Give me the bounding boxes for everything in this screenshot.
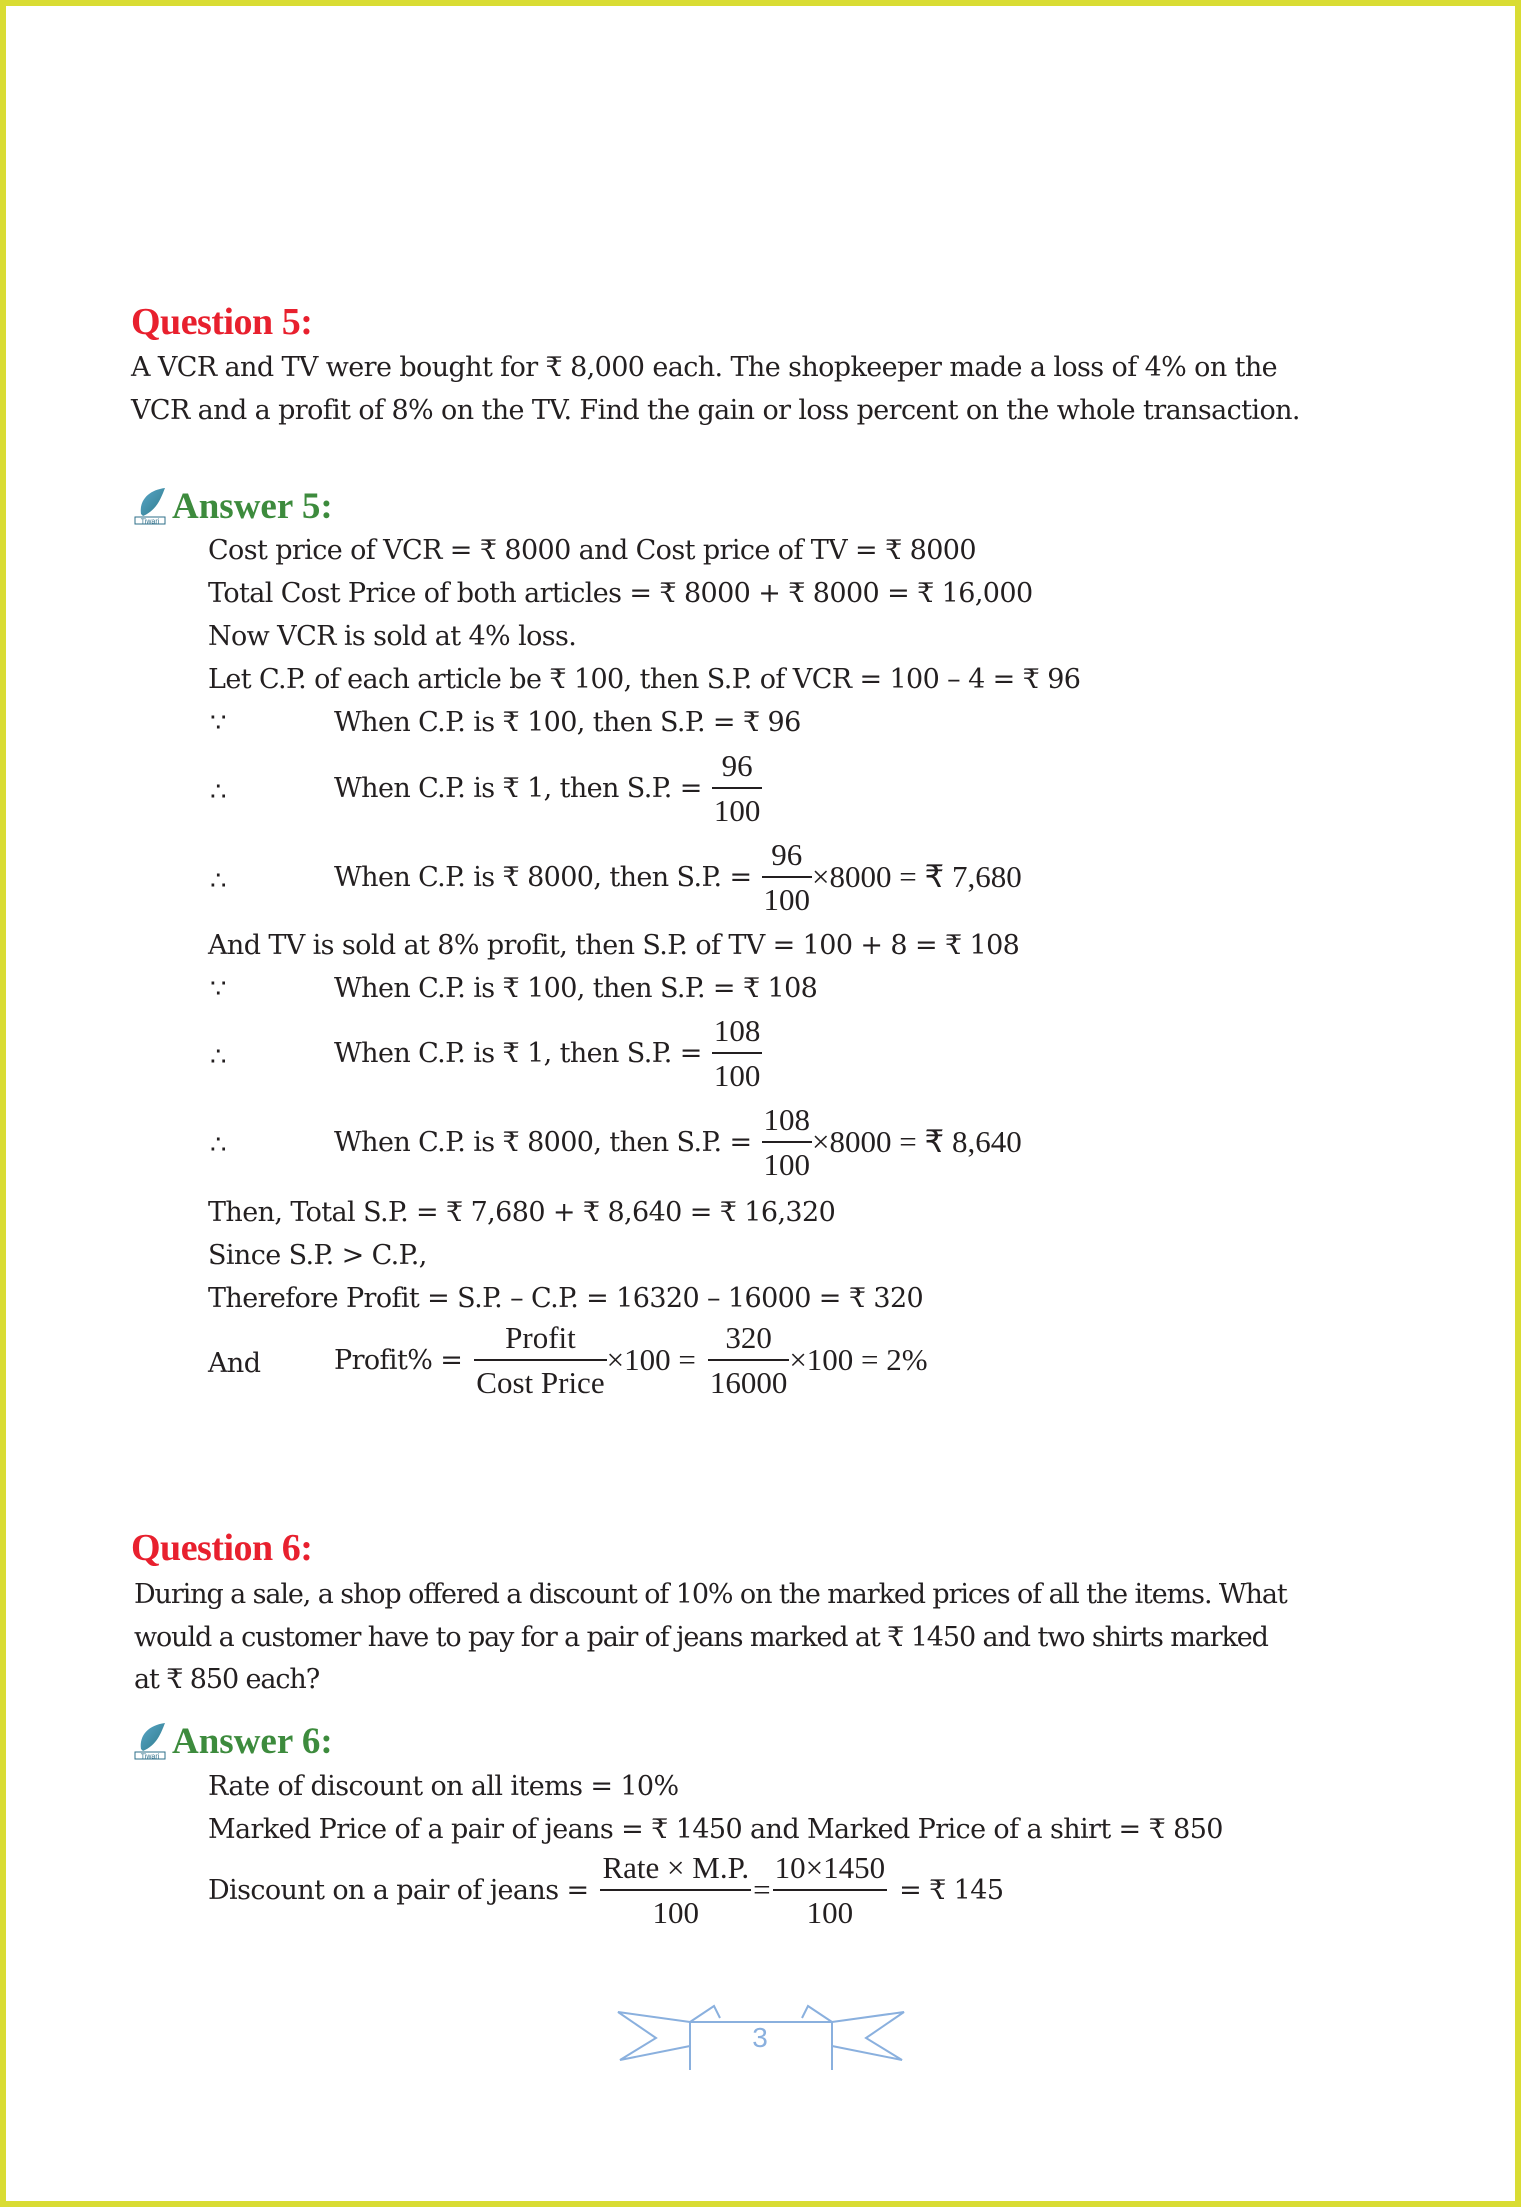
- fraction-denominator: 16000: [709, 1365, 788, 1400]
- vcr-step-3-text: When C.P. is ₹ 8000, then S.P. =: [334, 861, 752, 893]
- profit-percent-formula: [334, 1322, 928, 1398]
- fraction: [773, 1852, 887, 1928]
- question-5-text-line-2: VCR and a profit of 8% on the TV. Find the gain or loss percent on the whole transaction.: [131, 395, 1300, 426]
- answer-6-heading: Answer 6:: [172, 1721, 333, 1762]
- fraction-numerator: 108: [762, 1104, 813, 1143]
- fraction: [762, 1104, 813, 1180]
- fraction-numerator: Rate × M.P.: [600, 1852, 751, 1891]
- therefore-symbol: ∴: [210, 866, 227, 896]
- question-6-heading: Question 6:: [131, 1527, 313, 1569]
- answer-5-line-2: Total Cost Price of both articles = ₹ 8000 + ₹ 8000 = ₹ 16,000: [208, 578, 1033, 609]
- page-number: 3: [752, 2022, 768, 2053]
- fraction-numerator: 96: [712, 750, 763, 789]
- fraction-denominator: 100: [652, 1895, 700, 1930]
- tiwari-leaf-logo-icon: [133, 1721, 167, 1761]
- fraction-numerator: 96: [762, 839, 813, 878]
- fraction: [600, 1852, 751, 1928]
- because-symbol: ∵: [210, 974, 227, 1004]
- fraction-numerator: 10×1450: [773, 1852, 887, 1891]
- tv-step-2-text: When C.P. is ₹ 1, then S.P. =: [334, 1037, 702, 1069]
- profit-percent-result: ×100 = 2%: [789, 1342, 928, 1377]
- question-6-text-line-2: would a customer have to pay for a pair of jeans marked at ₹ 1450 and two shirts marked: [134, 1622, 1268, 1653]
- answer-5-line-6: Then, Total S.P. = ₹ 7,680 + ₹ 8,640 = ₹ 16,320: [208, 1197, 836, 1228]
- fraction-numerator: Profit: [474, 1322, 606, 1361]
- vcr-step-3: [334, 839, 1022, 915]
- fraction-denominator: 100: [713, 1058, 761, 1093]
- because-symbol: ∵: [210, 708, 227, 738]
- fraction: [712, 750, 763, 826]
- fraction: [474, 1322, 606, 1398]
- answer-5-line-8: Therefore Profit = S.P. – C.P. = 16320 – 16000 = ₹ 320: [208, 1283, 924, 1314]
- therefore-symbol: ∴: [210, 1130, 227, 1160]
- question-6-text-line-1: During a sale, a shop offered a discount of 10% on the marked prices of all the items. What: [134, 1579, 1287, 1610]
- answer-5-line-7: Since S.P. > C.P.,: [208, 1240, 427, 1271]
- tv-step-1: When C.P. is ₹ 100, then S.P. = ₹ 108: [334, 973, 818, 1004]
- question-5-text-line-1: A VCR and TV were bought for ₹ 8,000 each. The shopkeeper made a loss of 4% on the: [131, 352, 1278, 383]
- vcr-step-1: When C.P. is ₹ 100, then S.P. = ₹ 96: [334, 707, 801, 738]
- question-6-text-line-3: at ₹ 850 each?: [134, 1664, 320, 1695]
- tv-step-3-result: ×8000 = ₹ 8,640: [812, 1124, 1022, 1159]
- vcr-step-2: [334, 750, 762, 826]
- answer-6-line-2: Marked Price of a pair of jeans = ₹ 1450 and Marked Price of a shirt = ₹ 850: [208, 1814, 1223, 1845]
- fraction-denominator: 100: [763, 1147, 811, 1182]
- answer-5-line-3: Now VCR is sold at 4% loss.: [208, 621, 577, 652]
- multiply-100: ×100 =: [606, 1342, 696, 1377]
- tv-step-2: [334, 1015, 762, 1091]
- profit-percent-label: Profit% =: [334, 1344, 463, 1376]
- discount-jeans-formula: [208, 1852, 1003, 1928]
- fraction-denominator: 100: [806, 1895, 854, 1930]
- fraction-denominator: Cost Price: [476, 1365, 605, 1400]
- vcr-step-2-text: When C.P. is ₹ 1, then S.P. =: [334, 772, 702, 804]
- answer-5-heading: Answer 5:: [172, 486, 333, 527]
- tv-step-3-text: When C.P. is ₹ 8000, then S.P. =: [334, 1126, 752, 1158]
- svg-text:Tiwari: Tiwari: [140, 518, 160, 526]
- fraction-denominator: 100: [763, 882, 811, 917]
- therefore-symbol: ∴: [210, 777, 227, 807]
- discount-jeans-result: = ₹ 145: [899, 1874, 1004, 1906]
- vcr-step-3-result: ×8000 = ₹ 7,680: [812, 859, 1022, 894]
- svg-text:Tiwari: Tiwari: [140, 1753, 160, 1761]
- answer-5-line-4: Let C.P. of each article be ₹ 100, then S.P. of VCR = 100 – 4 = ₹ 96: [208, 664, 1081, 695]
- fraction-numerator: 108: [712, 1015, 763, 1054]
- equals-sign: =: [753, 1872, 771, 1907]
- fraction: [708, 1322, 790, 1398]
- fraction-denominator: 100: [713, 793, 761, 828]
- question-5-heading: Question 5:: [131, 301, 313, 343]
- fraction: [712, 1015, 763, 1091]
- answer-5-line-1: Cost price of VCR = ₹ 8000 and Cost price of TV = ₹ 8000: [208, 535, 976, 566]
- discount-jeans-label: Discount on a pair of jeans =: [208, 1874, 589, 1906]
- therefore-symbol: ∴: [210, 1042, 227, 1072]
- tiwari-leaf-logo-icon: [133, 486, 167, 526]
- fraction-numerator: 320: [708, 1322, 790, 1361]
- answer-5-line-5: And TV is sold at 8% profit, then S.P. of TV = 100 + 8 = ₹ 108: [208, 930, 1020, 961]
- fraction: [762, 839, 813, 915]
- tv-step-3: [334, 1104, 1022, 1180]
- answer-6-line-1: Rate of discount on all items = 10%: [208, 1771, 679, 1802]
- and-label: And: [208, 1348, 261, 1379]
